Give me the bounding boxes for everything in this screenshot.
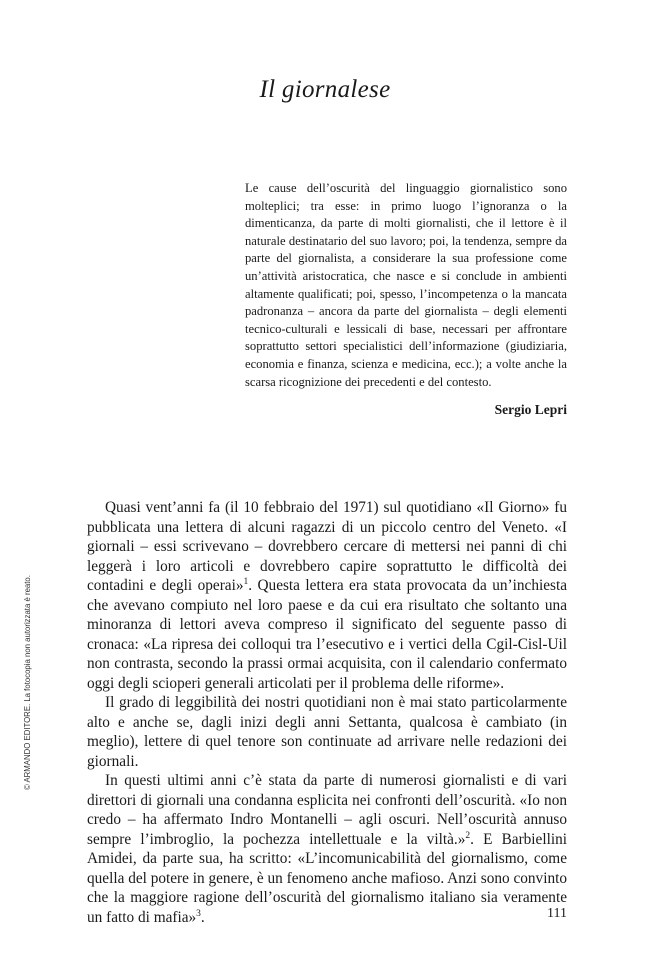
page-number: 111	[547, 906, 567, 921]
paragraph-1	[87, 498, 567, 693]
footnote-ref-2[interactable]: 2	[465, 830, 471, 841]
copyright-notice: © ARMANDO EDITORE. La fotocopia non autorizzata è reato.	[23, 575, 32, 790]
epigraph-author: Sergio Lepri	[494, 402, 567, 417]
chapter-title: Il giornalese	[259, 76, 391, 103]
paragraph-2: Il grado di leggibilità dei nostri quotidiani non è mai stato particolarmente alto e anche se, dagli inizi degli anni Settanta, qualcosa è cambiato (in meglio), lettere di quel tenore son continuate ad arrivare nelle redazioni dei giornali.	[87, 694, 567, 770]
paragraph-3-text-a: In questi ultimi anni c’è stata da parte di numerosi giornalisti e di vari direttori di giornali una condanna esplicita nei confronti dell’oscurità. «Io non credo – ha affermato Indro Montanelli – agli oscuri. Nell’oscurità annuso sempre l’imbroglio, la pochezza intellettuale e la viltà.»	[87, 772, 567, 848]
paragraph-3-text-c: .	[200, 908, 205, 926]
main-text	[87, 498, 567, 927]
footnote-ref-1[interactable]: 1	[243, 576, 249, 587]
paragraph-1-text-a: Quasi vent’anni fa (il 10 febbraio del 1971) sul quotidiano «Il Giorno» fu pubblicata una lettera di alcuni ragazzi di un piccolo centro del Veneto. «I giornali – essi scrivevano – dovrebbero cercare di mettersi nei panni di chi leggerà i loro articoli e dovrebbero capire soprattutto le difficoltà dei contadini e degli operai»	[87, 499, 567, 594]
paragraph-1-text-b: . Questa lettera era stata provocata da un’inchiesta che avevano compiuto nel loro paese e da cui era risultato che soltanto una minoranza di lettori aveva compreso il significato del seguente passo di cronaca: «La ripresa dei colloqui tra l’esecutivo e i vertici della Cgil-Cisl-Uil non contrasta, secondo la prassi ormai acquisita, con il calendario confermato oggi degli scioperi generali articolati per il problema delle riforme».	[87, 577, 568, 692]
paragraph-3-text-b: . E Barbiellini Amidei, da parte sua, ha scritto: «L’incomunicabilità del giornalismo, come quella del potere in genere, è un fenomeno anche mafioso. Anzi sono convinto che la maggiore ragione dell’oscurità del giornalismo italiano sia veramente un fatto di mafia»	[87, 830, 567, 926]
footnote-ref-3[interactable]: 3	[196, 908, 201, 919]
epigraph-quote: Le cause dell’oscurità del linguaggio giornalistico sono molteplici; tra esse: in primo luogo l’ignoranza o la dimenticanza, da parte di molti giornalisti, che il lettore è il naturale destinatario del suo lavoro; poi, la tendenza, sempre da parte del giornalista, a considerare la sua professione come un’attività aristocratica, che nasce e si conclude in ambienti altamente qualificati; poi, spesso, l’incompetenza o la mancata padronanza – ancora da parte del giornalista – degli elementi tecnico-culturali e lessicali di base, necessari per affrontare soprattutto settori specialistici dell’informazione (giudiziaria, economia e finanza, scienza e medicina, ecc.); a volte anche la scarsa ricognizione dei precedenti e del contesto.	[245, 181, 567, 389]
paragraph-3	[87, 771, 567, 927]
